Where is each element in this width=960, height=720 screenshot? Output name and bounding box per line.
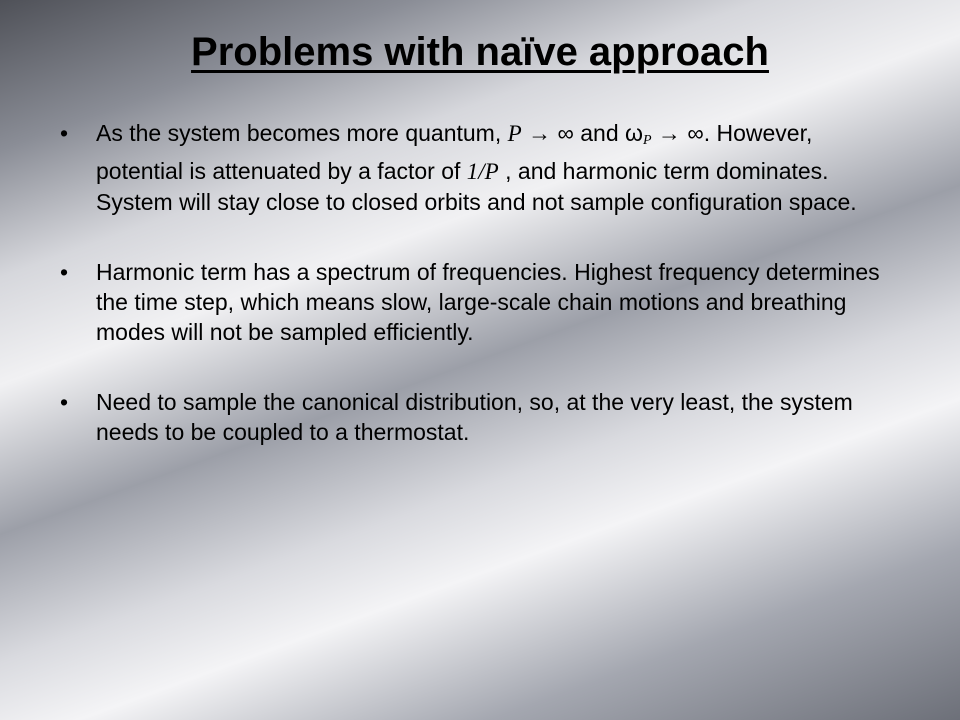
bullet-item-harmonic-spectrum [60,257,900,347]
bullet-dot-icon: • [60,389,69,415]
bullet-dot-icon: • [60,120,69,146]
omega-subscript: P [642,133,652,148]
bullet-text: Harmonic term has a spectrum of frequencies. Highest frequency determines the time step, which means slow, large-scale chain motions and breathing modes will not be sampled efficiently. [96,259,880,345]
bullet-text-part: As the system becomes more quantum, [96,120,508,146]
bullet-dot-icon: • [60,259,69,285]
p-symbol: P [507,121,522,146]
attenuation-factor: 1/P [466,159,499,184]
slide-title: Problems with naïve approach [191,30,769,74]
bullet-item-thermostat [60,387,900,447]
bullet-text-part: → ∞. However, potential is attenuated by a factor of [96,120,813,184]
bullet-text: Need to sample the canonical distribution, so, at the very least, the system needs to be coupled to a thermostat. [96,389,853,445]
bullet-item-quantum-limit [60,118,900,217]
bullet-text-part: , and harmonic term dominates. System will stay close to closed orbits and not sample configuration space. [96,158,857,215]
bullet-list [60,118,900,447]
bullet-text-part: → ∞ and ω [521,120,643,146]
